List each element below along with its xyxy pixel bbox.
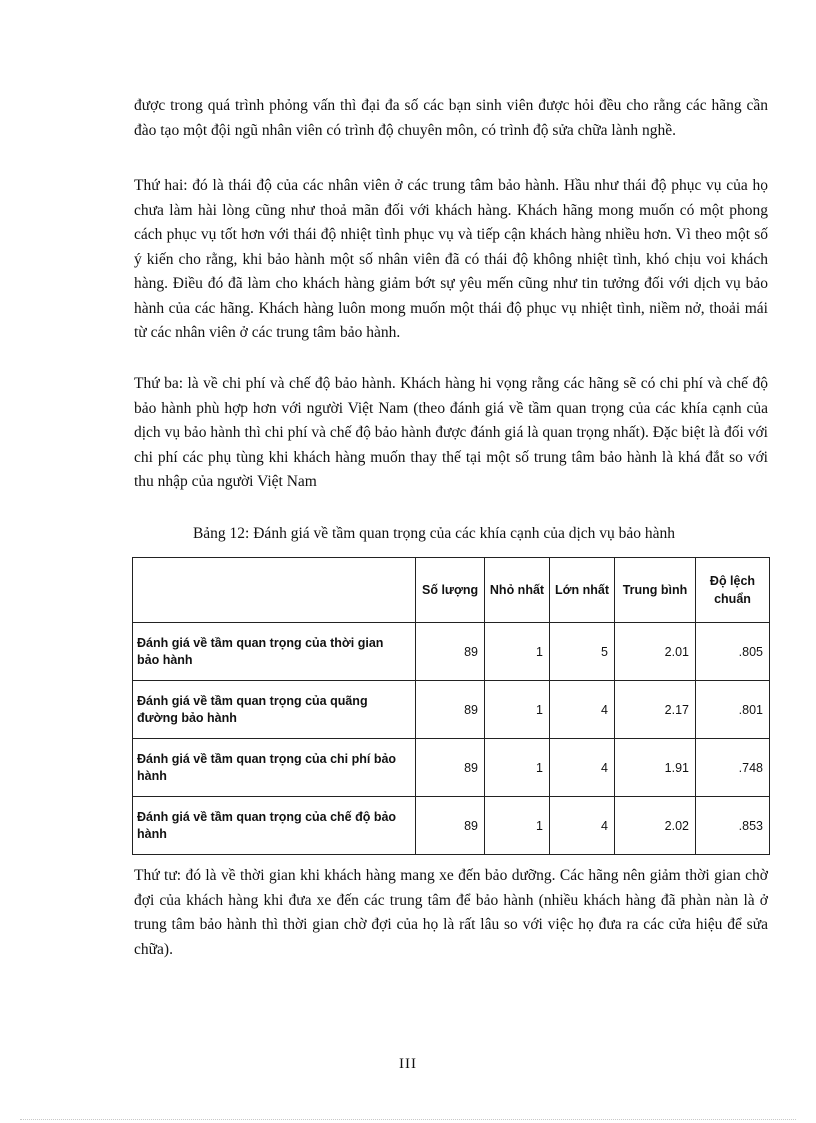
header-min: Nhỏ nhất [485, 558, 550, 623]
paragraph-fourth-point: Thứ tư: đó là về thời gian khi khách hàng mang xe đến bảo dưỡng. Các hãng nên giảm thời gian chờ đợi của khách hàng khi đưa xe đến các trung tâm để bảo hành (nhiều khách hàng đã phàn nàn là ở trung tâm bảo hành thì thời gian chờ đợi của họ là rất lâu so với việc họ đưa ra các cửa hiệu để sửa chữa). [134, 867, 768, 958]
table-row [133, 681, 770, 739]
cell-std-dev: .853 [696, 797, 770, 855]
cell-std-dev: .805 [696, 623, 770, 681]
statistics-table [132, 557, 770, 855]
header-max: Lớn nhất [550, 558, 615, 623]
header-empty [133, 558, 416, 623]
table-header-row [133, 558, 770, 623]
header-std-dev: Độ lệch chuẩn [696, 558, 770, 623]
page-bottom-rule [20, 1119, 796, 1120]
table-caption: Bảng 12: Đánh giá về tầm quan trọng của các khía cạnh của dịch vụ bảo hành [192, 525, 676, 542]
cell-count: 89 [416, 681, 485, 739]
cell-max: 4 [550, 681, 615, 739]
cell-mean: 2.01 [615, 623, 696, 681]
cell-mean: 2.02 [615, 797, 696, 855]
cell-min: 1 [485, 739, 550, 797]
cell-max: 4 [550, 797, 615, 855]
row-label: Đánh giá về tầm quan trọng của chế độ bảo hành [133, 797, 416, 855]
paragraph-second-point: Thứ hai: đó là thái độ của các nhân viên ở các trung tâm bảo hành. Hầu như thái độ phục vụ của họ chưa làm hài lòng cũng như thoả mãn đối với khách hàng. Khách hãng mong muốn có một phong cách phục vụ tốt hơn với thái độ nhiệt tình phục vụ và tiếp cận khách hàng nhiều hơn. Vì theo một số ý kiến cho rằng, khi bảo hành một số nhân viên đã có thái độ không nhiệt tình, khó chịu voi khách hàng. Điều đó đã làm cho khách hàng giảm bớt sự yêu mến cũng như tin tưởng đối với dịch vụ bảo hành của các hãng. Khách hàng luôn mong muốn một thái độ phục vụ nhiệt tình, niềm nở, thoải mái từ các nhân viên ở các trung tâm bảo hành. [134, 177, 768, 341]
cell-mean: 2.17 [615, 681, 696, 739]
cell-min: 1 [485, 623, 550, 681]
table-row [133, 797, 770, 855]
cell-std-dev: .748 [696, 739, 770, 797]
header-mean: Trung bình [615, 558, 696, 623]
cell-min: 1 [485, 797, 550, 855]
cell-max: 5 [550, 623, 615, 681]
table-row [133, 739, 770, 797]
table-row [133, 623, 770, 681]
cell-max: 4 [550, 739, 615, 797]
cell-count: 89 [416, 623, 485, 681]
cell-std-dev: .801 [696, 681, 770, 739]
paragraph-third-point: Thứ ba: là về chi phí và chế độ bảo hành. Khách hàng hi vọng rằng các hãng sẽ có chi phí và chế độ bảo hành phù hợp hơn với người Việt Nam (theo đánh giá về tầm quan trọng của các khía cạnh của dịch vụ bảo hành thì chi phí và chế độ bảo hành được đánh giá là quan trọng nhất). Đặc biệt là đối với chi phí các phụ tùng khi khách hàng muốn thay thế tại một số trung tâm bảo hành là khá đắt so với thu nhập của người Việt Nam [134, 375, 768, 490]
row-label: Đánh giá về tầm quan trọng của thời gian bảo hành [133, 623, 416, 681]
header-count: Số lượng [416, 558, 485, 623]
row-label: Đánh giá về tầm quan trọng của quãng đường bảo hành [133, 681, 416, 739]
paragraph-intro: được trong quá trình phỏng vấn thì đại đa số các bạn sinh viên được hỏi đều cho rằng các hãng cần đào tạo một đội ngũ nhân viên có trình độ chuyên môn, có trình độ sửa chữa lành nghề. [134, 97, 768, 139]
cell-count: 89 [416, 797, 485, 855]
row-label: Đánh giá về tầm quan trọng của chi phí bảo hành [133, 739, 416, 797]
cell-mean: 1.91 [615, 739, 696, 797]
page-number: III [399, 1056, 417, 1072]
cell-count: 89 [416, 739, 485, 797]
cell-min: 1 [485, 681, 550, 739]
